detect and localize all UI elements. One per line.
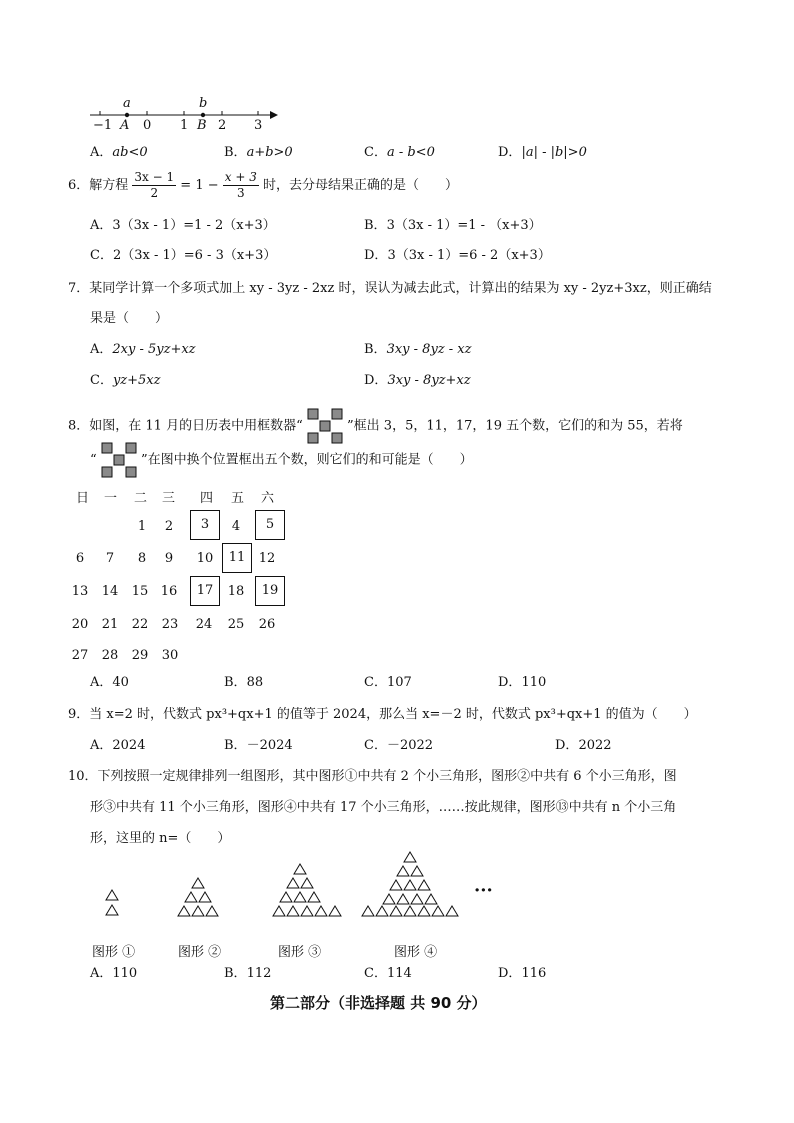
calendar-cell: 25 xyxy=(227,617,245,632)
q9-option-b[interactable]: B．－2024 xyxy=(224,738,293,753)
q8-option-c[interactable]: C．107 xyxy=(364,675,412,690)
q6-fraction-2: $\frac{x + 3}{3}$ xyxy=(224,170,257,200)
numline-tick-2: 2 xyxy=(218,118,227,133)
q6-option-c[interactable]: C．2（3x - 1）=6 - 3（x+3） xyxy=(90,248,277,263)
q8-stem-line2: “ ”在图中换个位置框出五个数，则它们的和可能是（ ） xyxy=(90,442,473,478)
calendar-cell-framed: 11 xyxy=(222,543,252,573)
calendar-cell: 21 xyxy=(101,617,119,632)
q9-option-a[interactable]: A．2024 xyxy=(90,738,146,753)
numline-label-A: A xyxy=(120,118,130,133)
q9-stem: 9．当 x=2 时，代数式 px³+qx+1 的值等于 2024，那么当 x=－2 时，代数式 px³+qx+1 的值为（ ） xyxy=(68,707,697,722)
numline-tick-3: 3 xyxy=(254,118,263,133)
calendar-header-tue: 二 xyxy=(134,491,148,506)
numline-label-a: a xyxy=(123,96,131,111)
q6-equals: = 1 − xyxy=(180,178,219,193)
calendar-cell-framed: 5 xyxy=(255,510,285,540)
q7-option-b[interactable]: B．3xy - 8yz - xz xyxy=(364,342,472,357)
calendar-header-sun: 日 xyxy=(76,491,90,506)
q7-option-a[interactable]: A．2xy - 5yz+xz xyxy=(90,342,196,357)
figure-label-4: 图形 ④ xyxy=(394,945,438,960)
figure-ellipsis: ··· xyxy=(474,880,493,901)
q6-option-a[interactable]: A．3（3x - 1）=1 - 2（x+3） xyxy=(90,218,276,233)
calendar-header-thu: 四 xyxy=(200,491,214,506)
q8-option-a[interactable]: A．40 xyxy=(90,675,129,690)
calendar-cell: 10 xyxy=(196,551,214,566)
calendar-header-sat: 六 xyxy=(261,491,275,506)
calendar-cell: 7 xyxy=(105,551,115,566)
point-b xyxy=(201,113,205,117)
calendar-cell: 8 xyxy=(137,551,147,566)
triangle-figure-1 xyxy=(100,886,130,920)
numline-label-b: b xyxy=(199,96,208,111)
triangle-figure-2 xyxy=(172,876,226,920)
calendar-header-wed: 三 xyxy=(162,491,176,506)
calendar-cell: 22 xyxy=(131,617,149,632)
calendar-cell: 9 xyxy=(164,551,174,566)
calendar-cell: 18 xyxy=(227,584,245,599)
calendar-cell: 30 xyxy=(161,648,179,663)
q10-stem-line2: 形③中共有 11 个小三角形，图形④中共有 17 个小三角形，……按此规律，图形⑬中共有 n 个小三角 xyxy=(90,800,677,815)
q9-option-d[interactable]: D．2022 xyxy=(555,738,612,753)
calendar-cell: 26 xyxy=(258,617,276,632)
q5-option-a[interactable]: A．ab<0 xyxy=(90,145,148,160)
calendar-cell: 24 xyxy=(195,617,213,632)
q5-option-b[interactable]: B．a+b>0 xyxy=(224,145,293,160)
q6-suffix: 时，去分母结果正确的是（ ） xyxy=(263,178,459,193)
q8-option-b[interactable]: B．88 xyxy=(224,675,264,690)
q10-option-d[interactable]: D．116 xyxy=(498,966,547,981)
q7-option-c[interactable]: C．yz+5xz xyxy=(90,373,161,388)
q6-prefix: 6．解方程 xyxy=(68,178,129,193)
q7-stem-line2: 果是（ ） xyxy=(90,311,169,326)
q5-option-d[interactable]: D．|a| - |b|>0 xyxy=(498,145,587,160)
q6-option-b[interactable]: B．3（3x - 1）=1 - （x+3） xyxy=(364,218,542,233)
calendar-cell: 12 xyxy=(258,551,276,566)
q10-stem-line3: 形，这里的 n=（ ） xyxy=(90,831,231,846)
figure-label-3: 图形 ③ xyxy=(278,945,322,960)
frame-counter-icon-2 xyxy=(101,442,137,478)
figure-label-1: 图形 ① xyxy=(92,945,136,960)
triangle-figure-3 xyxy=(268,862,362,920)
calendar-cell: 4 xyxy=(231,519,241,534)
calendar-header-mon: 一 xyxy=(104,491,118,506)
q10-option-a[interactable]: A．110 xyxy=(90,966,138,981)
calendar-cell: 6 xyxy=(75,551,85,566)
calendar-cell: 23 xyxy=(161,617,179,632)
calendar-cell: 16 xyxy=(160,584,178,599)
calendar-cell: 15 xyxy=(131,584,149,599)
calendar-cell-framed: 3 xyxy=(190,510,220,540)
q5-option-c[interactable]: C．a - b<0 xyxy=(364,145,435,160)
calendar-cell: 1 xyxy=(137,519,147,534)
q9-option-c[interactable]: C．－2022 xyxy=(364,738,434,753)
q10-stem-line1: 10．下列按照一定规律排列一组图形，其中图形①中共有 2 个小三角形，图形②中共有 6 个小三角形，图 xyxy=(68,769,677,784)
triangle-figure-4 xyxy=(358,850,468,920)
numline-label-B: B xyxy=(197,118,207,133)
q10-option-c[interactable]: C．114 xyxy=(364,966,412,981)
numline-tick-1: 1 xyxy=(180,118,189,133)
q8-stem-line1: 8．如图，在 11 月的日历表中用框数器“ ”框出 3，5，11，17，19 五个数，它们的和为 55，若将 xyxy=(68,408,683,444)
q7-option-d[interactable]: D．3xy - 8yz+xz xyxy=(364,373,471,388)
numline-tick-0: 0 xyxy=(143,118,152,133)
numline-tick-m1: −1 xyxy=(93,118,113,133)
q6-stem xyxy=(68,170,458,201)
calendar-cell: 2 xyxy=(164,519,174,534)
point-a xyxy=(125,113,129,117)
calendar-cell: 28 xyxy=(101,648,119,663)
calendar-cell-framed: 19 xyxy=(255,576,285,606)
calendar-cell: 13 xyxy=(71,584,89,599)
calendar-cell: 14 xyxy=(101,584,119,599)
q8-option-d[interactable]: D．110 xyxy=(498,675,547,690)
calendar-header-fri: 五 xyxy=(231,491,245,506)
calendar-cell: 29 xyxy=(131,648,149,663)
q6-option-d[interactable]: D．3（3x - 1）=6 - 2（x+3） xyxy=(364,248,551,263)
frame-counter-icon xyxy=(307,408,343,444)
q7-stem-line1: 7．某同学计算一个多项式加上 xy - 3yz - 2xz 时，误认为减去此式，计算出的结果为 xy - 2yz+3xz，则正确结 xyxy=(68,281,712,296)
q10-option-b[interactable]: B．112 xyxy=(224,966,272,981)
calendar-cell: 27 xyxy=(71,648,89,663)
calendar-cell: 20 xyxy=(71,617,89,632)
figure-label-2: 图形 ② xyxy=(178,945,222,960)
section-title: 第二部分（非选择题 共 90 分） xyxy=(270,994,487,1012)
q6-fraction-1: $\frac{3x - 1}{2}$ xyxy=(134,170,175,200)
calendar-cell-framed: 17 xyxy=(190,576,220,606)
